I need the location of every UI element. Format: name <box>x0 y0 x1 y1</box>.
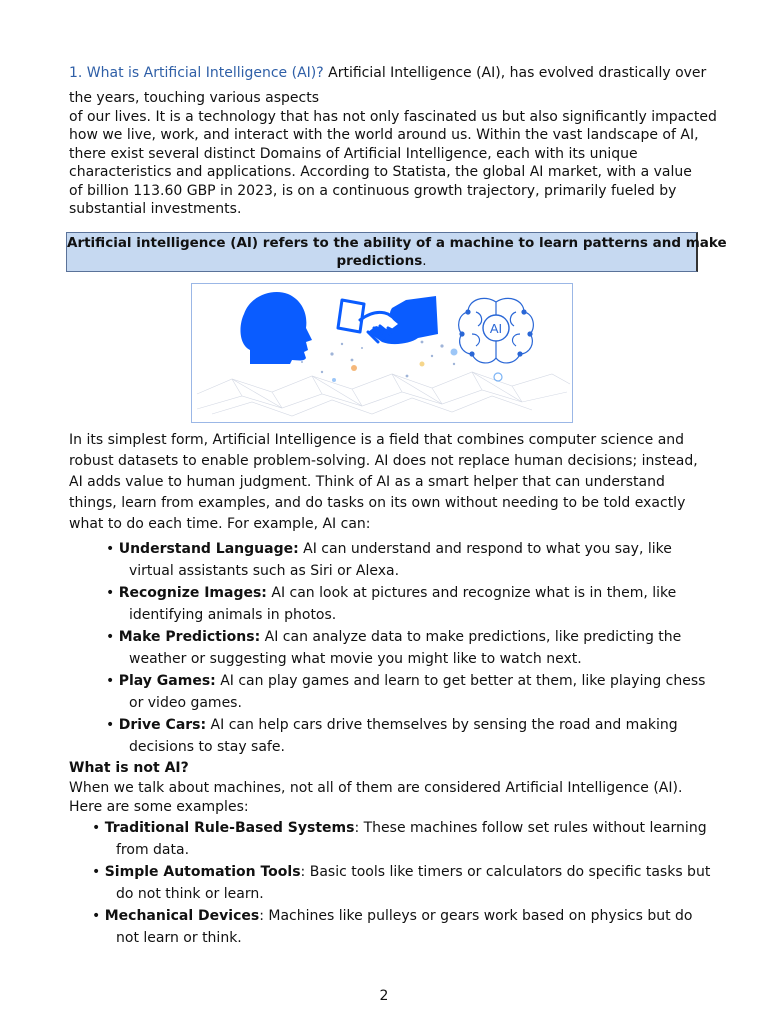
list-item-term: Make Predictions: <box>118 629 261 645</box>
intro-line: how we live, work, and interact with the world around us. Within the vast landscape of AI, <box>69 127 699 143</box>
not-ai-intro <box>69 779 729 817</box>
callout-line-2-text: predictions <box>336 253 423 269</box>
intro-line: there exist several distinct Domains of Artificial Intelligence, each with its unique <box>69 145 638 162</box>
bullet: • <box>106 585 119 601</box>
accent-dots <box>332 349 502 383</box>
list-item-line <box>92 905 712 927</box>
paragraph-line: things, learn from examples, and do tasks on its own without needing to be told exactly <box>69 495 686 511</box>
not-ai-intro-line: When we talk about machines, not all of them are considered Artificial Intelligence (AI). <box>69 780 683 796</box>
simplest-form-paragraph <box>69 430 712 535</box>
handshake-icon <box>338 296 438 344</box>
paragraph-line: In its simplest form, Artificial Intelligence is a field that combines computer science and <box>69 432 685 448</box>
list-item-line <box>106 626 706 648</box>
list-item-term: Mechanical Devices <box>104 908 260 924</box>
network-dots <box>301 341 473 378</box>
list-item <box>106 714 706 758</box>
intro-line: substantial investments. <box>69 201 242 217</box>
intro-line: of our lives. It is a technology that has not only fascinated us but also significantly impacted <box>69 108 717 125</box>
list-item-continuation: weather or suggesting what movie you might like to watch next. <box>129 651 582 667</box>
callout-line-1: Artificial intelligence (AI) refers to the ability of a machine to learn patterns and make <box>67 235 727 251</box>
intro-line: the years, touching various aspects <box>69 90 319 106</box>
list-item-line <box>106 714 706 736</box>
not-ai-examples-list <box>92 817 712 949</box>
bullet: • <box>106 629 119 645</box>
bullet: • <box>92 820 105 836</box>
list-item-line <box>92 817 712 839</box>
bullet: • <box>106 673 119 689</box>
callout-period: . <box>422 253 427 269</box>
network-background <box>197 372 570 416</box>
list-item-continuation: virtual assistants such as Siri or Alexa. <box>129 563 400 579</box>
list-item <box>92 905 712 949</box>
list-item-continuation: identifying animals in photos. <box>129 607 337 623</box>
bullet: • <box>106 541 119 557</box>
list-item-term: Recognize Images: <box>118 585 267 601</box>
list-item-term: Traditional Rule-Based Systems <box>104 820 355 836</box>
list-item-line <box>106 582 706 604</box>
list-item-line <box>106 670 706 692</box>
paragraph-line: robust datasets to enable problem-solving. AI does not replace human decisions; instead, <box>69 453 698 469</box>
paragraph-line: AI adds value to human judgment. Think of AI as a smart helper that can understand <box>69 474 665 490</box>
not-ai-heading: What is not AI? <box>69 760 189 776</box>
list-item-term: Play Games: <box>118 673 216 689</box>
intro-line: characteristics and applications. According to Statista, the global AI market, with a value <box>69 164 692 180</box>
list-item-term: Simple Automation Tools <box>104 864 301 880</box>
intro-paragraph <box>69 89 729 219</box>
ai-capabilities-list <box>106 538 706 758</box>
section-title: 1. What is Artificial Intelligence (AI)? <box>69 65 324 81</box>
not-ai-intro-line: Here are some examples: <box>69 799 249 815</box>
list-item <box>106 538 706 582</box>
callout-line-2 <box>67 252 696 270</box>
list-item-text: AI can play games and learn to get better at them, like playing chess <box>215 673 706 689</box>
list-item-continuation: or video games. <box>129 695 242 711</box>
list-item-continuation: from data. <box>116 842 190 858</box>
list-item-line <box>92 861 712 883</box>
definition-callout <box>66 232 727 272</box>
list-item-term: Drive Cars: <box>118 717 207 733</box>
list-item-text: AI can help cars drive themselves by sensing the road and making <box>206 717 678 733</box>
list-item-continuation: decisions to stay safe. <box>129 739 285 755</box>
section-heading-line <box>69 63 729 83</box>
bullet: • <box>92 908 105 924</box>
human-head-icon <box>240 292 312 364</box>
ai-illustration-graphic <box>192 284 572 422</box>
ai-illustration <box>191 283 573 423</box>
list-item-text: AI can analyze data to make predictions, like predicting the <box>260 629 682 645</box>
list-item-line <box>106 538 706 560</box>
list-item-text: : Machines like pulleys or gears work based on physics but do <box>259 908 693 924</box>
list-item-continuation: not learn or think. <box>116 930 242 946</box>
intro-line: of billion 113.60 GBP in 2023, is on a continuous growth trajectory, primarily fueled by <box>69 182 677 199</box>
list-item <box>106 626 706 670</box>
list-item-text: AI can understand and respond to what you say, like <box>298 541 672 557</box>
bullet: • <box>92 864 105 880</box>
list-item-text: : These machines follow set rules without learning <box>354 820 707 836</box>
paragraph-line: what to do each time. For example, AI can: <box>69 516 371 532</box>
list-item <box>106 670 706 714</box>
list-item-text: : Basic tools like timers or calculators do specific tasks but <box>300 864 711 880</box>
list-item <box>92 861 712 905</box>
list-item-text: AI can look at pictures and recognize what is in them, like <box>266 585 677 601</box>
bullet: • <box>106 717 119 733</box>
ai-brain-label: AI <box>489 321 503 336</box>
page-number: 2 <box>379 988 389 1004</box>
list-item <box>106 582 706 626</box>
list-item-term: Understand Language: <box>118 541 299 557</box>
list-item <box>92 817 712 861</box>
list-item-continuation: do not think or learn. <box>116 886 264 902</box>
heading-continuation: Artificial Intelligence (AI), has evolved drastically over <box>323 65 707 81</box>
